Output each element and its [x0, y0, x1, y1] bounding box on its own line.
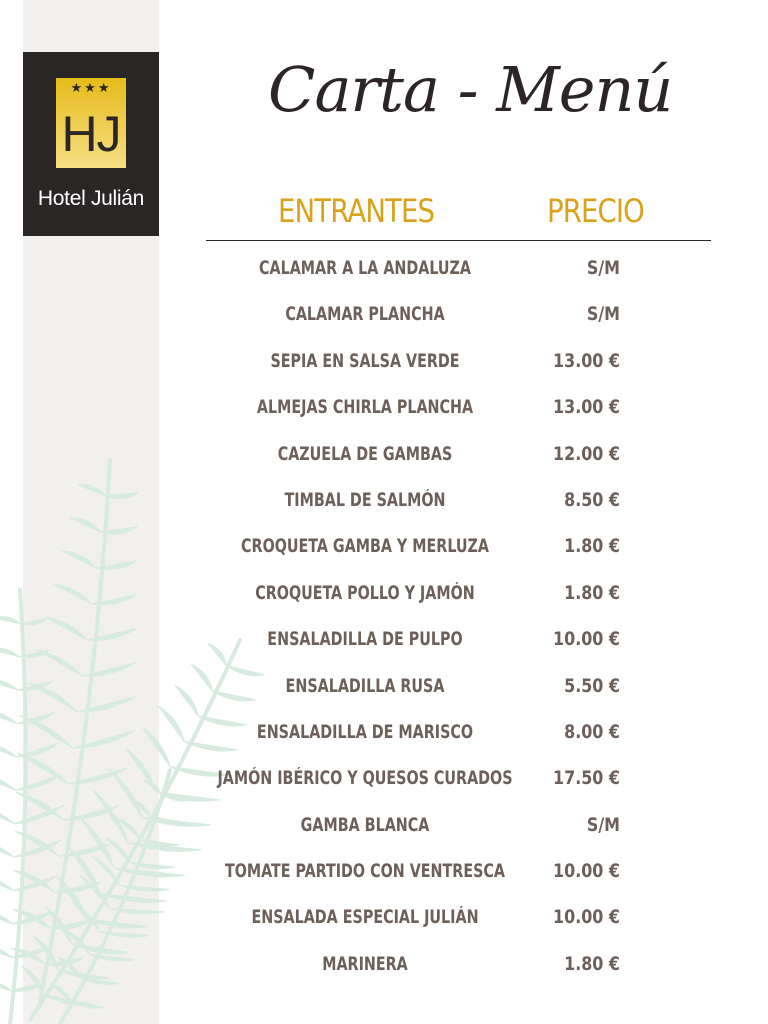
star-rating-icon: ★★★	[70, 81, 112, 96]
item-price: 10.00 €	[553, 907, 620, 929]
item-price: 12.00 €	[553, 443, 620, 465]
item-name: CALAMAR A LA ANDALUZA	[258, 258, 471, 279]
item-name: JAMÓN IBÉRICO Y QUESOS CURADOS	[217, 768, 513, 790]
menu-list	[0, 246, 768, 988]
menu-item	[0, 895, 768, 941]
item-name: ALMEJAS CHIRLA PLANCHA	[256, 397, 474, 419]
logo-emblem	[56, 78, 126, 168]
logo-initials: HJ	[61, 106, 121, 162]
item-name: MARINERA	[322, 953, 408, 975]
item-name: SEPIA EN SALSA VERDE	[270, 350, 460, 372]
price-header: PRECIO	[547, 192, 644, 230]
item-price: 10.00 €	[553, 861, 620, 883]
header-divider	[206, 240, 711, 241]
item-name: ENSALADILLA DE MARISCO	[256, 721, 474, 743]
item-price: 8.00 €	[564, 721, 620, 743]
section-header: ENTRANTES	[278, 192, 435, 230]
menu-item	[0, 524, 768, 570]
item-price: 10.00 €	[553, 629, 620, 651]
item-name: GAMBA BLANCA	[300, 814, 430, 836]
item-price: 1.80 €	[564, 536, 620, 558]
item-price: S/M	[586, 814, 620, 836]
item-name: ENSALADA ESPECIAL JULIÁN	[251, 907, 479, 929]
item-name: ENSALADILLA DE PULPO	[267, 629, 463, 651]
item-price: 1.80 €	[564, 582, 620, 604]
menu-item	[0, 571, 768, 617]
item-price: 13.00 €	[553, 350, 620, 372]
menu-item	[0, 292, 768, 338]
menu-item	[0, 478, 768, 524]
hotel-logo	[23, 52, 159, 236]
menu-item	[0, 803, 768, 849]
menu-item	[0, 710, 768, 756]
item-price: 5.50 €	[564, 675, 620, 697]
item-name: CROQUETA GAMBA Y MERLUZA	[241, 536, 489, 558]
item-price: 8.50 €	[564, 489, 620, 511]
item-price: 1.80 €	[564, 953, 620, 975]
item-name: ENSALADILLA RUSA	[285, 675, 445, 697]
menu-item	[0, 339, 768, 385]
menu-item	[0, 385, 768, 431]
menu-item	[0, 849, 768, 895]
item-name: TOMATE PARTIDO CON VENTRESCA	[224, 861, 506, 883]
item-name: CAZUELA DE GAMBAS	[277, 443, 453, 465]
item-price: S/M	[586, 258, 620, 279]
menu-item	[0, 432, 768, 478]
item-name: CROQUETA POLLO Y JAMÓN	[255, 582, 475, 604]
menu-item	[0, 664, 768, 710]
hotel-name: Hotel Julián	[37, 187, 145, 210]
menu-item	[0, 246, 768, 292]
item-price: 13.00 €	[553, 397, 620, 419]
menu-item	[0, 617, 768, 663]
item-name: CALAMAR PLANCHA	[285, 304, 445, 326]
menu-item	[0, 942, 768, 988]
menu-item	[0, 756, 768, 802]
item-name: TIMBAL DE SALMÓN	[284, 489, 446, 511]
item-price: S/M	[586, 304, 620, 326]
item-price: 17.50 €	[553, 768, 620, 790]
page-title: Carta - Menú	[268, 53, 673, 126]
